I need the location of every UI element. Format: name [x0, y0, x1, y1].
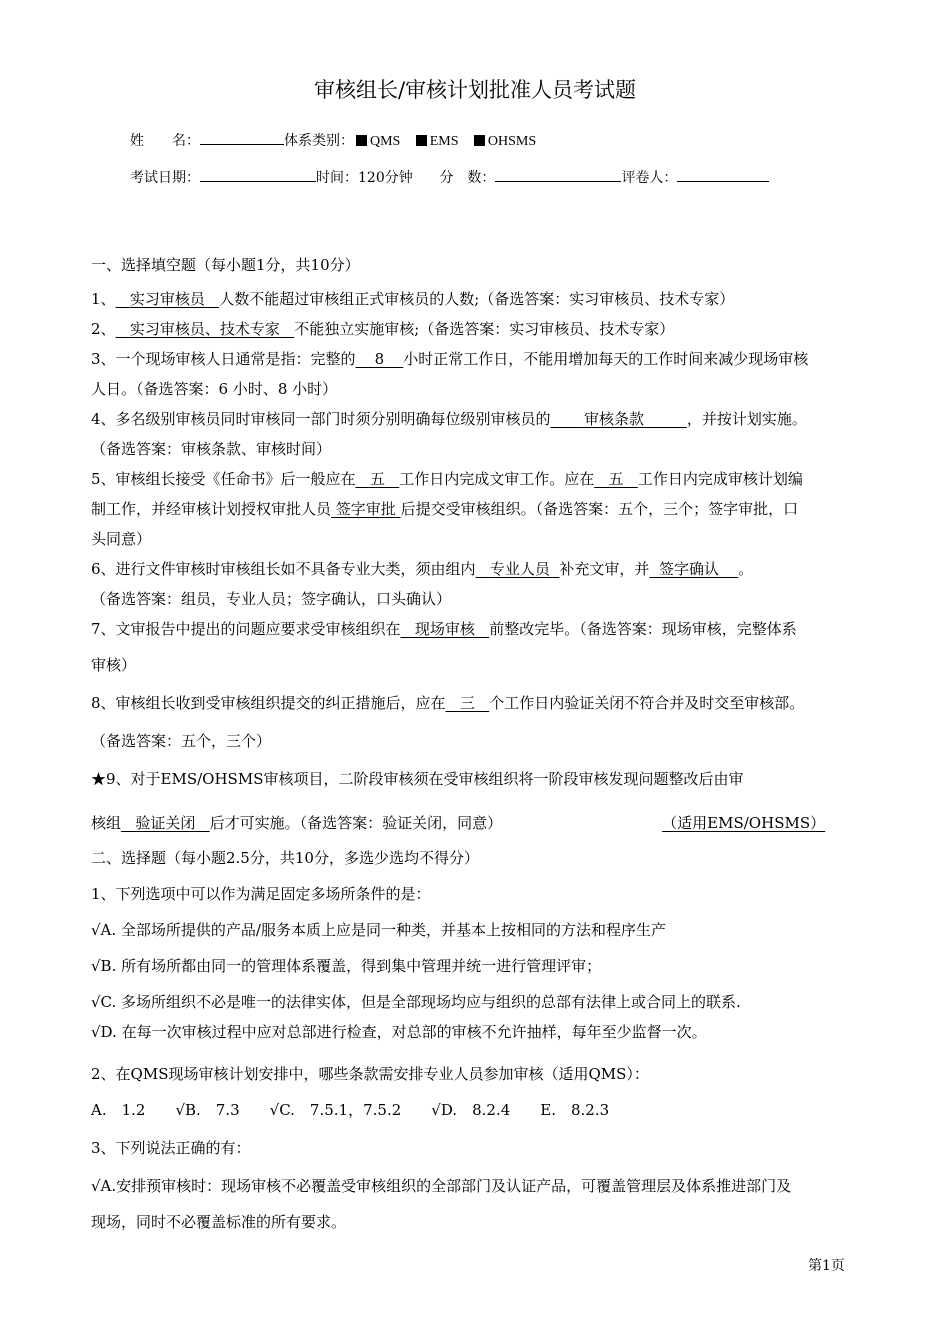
name-blank[interactable] — [200, 130, 284, 145]
checked-square-icon[interactable] — [474, 135, 485, 146]
option-line: √A.安排预审核时：现场审核不必覆盖受审核组织的全部部门及认证产品，可覆盖管理层及体系推进部门及 — [91, 1177, 792, 1195]
question-line: 1、 实习审核员 人数不能超过审核组正式审核员的人数;（备选答案：实习审核员、技术专家） — [91, 290, 735, 308]
section-heading: 二、选择题（每小题2.5分，共10分，多选少选均不得分） — [91, 849, 479, 867]
time-label: 时间：120分钟 — [316, 170, 413, 186]
answer-blank: 五 — [608, 470, 624, 488]
option-line: A. 1.2 √B. 7.3 √C. 7.5.1，7.5.2 √D. 8.2.4 E. 8.2.3 — [91, 1101, 610, 1119]
answer-blank: 专业人员 — [489, 560, 550, 578]
question-line: 8、审核组长收到受审核组织提交的纠正措施后，应在 三 个工作日内验证关闭不符合并及时交至审核部。 — [91, 694, 805, 712]
option-line: √D. 在每一次审核过程中应对总部进行检查，对总部的审核不允许抽样，每年至少监督一次。 — [91, 1023, 707, 1041]
option-line: 现场，同时不必覆盖标准的所有要求。 — [91, 1213, 347, 1231]
answer-blank: 签字确认 — [658, 560, 719, 578]
system-label: 体系类别： — [284, 133, 354, 149]
question-line: 审核） — [91, 656, 137, 674]
question-line: 2、在QMS现场审核计划安排中，哪些条款需安排专业人员参加审核（适用QMS）： — [91, 1065, 649, 1083]
section-1 — [91, 250, 891, 838]
question-line: （备选答案：五个，三个） — [91, 732, 272, 750]
answer-blank: 三 — [459, 694, 475, 712]
question-line: 1、下列选项中可以作为满足固定多场所条件的是： — [91, 885, 431, 903]
header-row-2 — [130, 167, 769, 187]
question-line: 6、进行文件审核时审核组长如不具备专业大类，须由组内 专业人员 补充文审，并 签字确认 。 — [91, 560, 754, 578]
option-line: √B. 所有场所都由同一的管理体系覆盖，得到集中管理并统一进行管理评审； — [91, 957, 602, 975]
answer-blank: 五 — [369, 470, 385, 488]
question-line: 3、一个现场审核人日通常是指：完整的 8 小时正常工作日，不能用增加每天的工作时间来减少现场审核 — [91, 350, 809, 368]
date-blank[interactable] — [200, 167, 316, 182]
score-label: 分 数： — [439, 170, 496, 186]
name-label: 姓 名： — [130, 133, 200, 149]
question-line: （备选答案：审核条款、审核时间） — [91, 440, 332, 458]
answer-blank: 验证关闭 — [135, 814, 196, 832]
option-line: √C. 多场所组织不必是唯一的法律实体，但是全部现场均应与组织的总部有法律上或合同上的联系. — [91, 993, 741, 1011]
date-label: 考试日期： — [130, 170, 200, 186]
grader-blank[interactable] — [677, 167, 769, 182]
checked-square-icon[interactable] — [356, 135, 367, 146]
answer-blank: 签字审批 — [335, 500, 396, 518]
option-line: √A. 全部场所提供的产品/服务本质上应是同一种类，并基本上按相同的方法和程序生产 — [91, 921, 666, 939]
question-line: ★9、对于EMS/OHSMS审核项目，二阶段审核须在受审核组织将一阶段审核发现问题整改后由审 — [91, 770, 744, 788]
answer-blank: 实习审核员 — [129, 290, 205, 308]
question-line: 7、文审报告中提出的问题应要求受审核组织在 现场审核 前整改完毕。（备选答案：现场审核，完整体系 — [91, 620, 797, 638]
question-line: 制工作，并经审核计划授权审批人员 签字审批 后提交受审核组织。（备选答案：五个，三个；签字审批，口 — [91, 500, 799, 518]
checked-square-icon[interactable] — [416, 135, 427, 146]
question-line: （备选答案：组员，专业人员；签字确认，口头确认） — [91, 590, 452, 608]
section-2 — [91, 843, 891, 1237]
section-heading: 一、选择填空题（每小题1分，共10分） — [91, 256, 360, 274]
answer-blank: 8 — [374, 350, 385, 368]
question-line: 人日。（备选答案：6 小时、8 小时） — [91, 380, 338, 398]
question-line: 4、多名级别审核员同时审核同一部门时须分别明确每位级别审核员的 审核条款 ，并按计划实施。 — [91, 410, 807, 428]
system-ems: EMS — [429, 134, 459, 149]
question-line: 核组 验证关闭 后才可实施。（备选答案：验证关闭，同意） （适用EMS/OHSMS） — [91, 814, 826, 832]
score-blank[interactable] — [495, 167, 621, 182]
page-number: 第1页 — [808, 1258, 845, 1274]
question-line: 头同意） — [91, 530, 152, 548]
answer-blank: 实习审核员、技术专家 — [129, 320, 280, 338]
answer-blank: 现场审核 — [414, 620, 475, 638]
question-line: 5、审核组长接受《任命书》后一般应在 五 工作日内完成文审工作。应在 五 工作日内完成审核计划编 — [91, 470, 803, 488]
page-title: 审核组长/审核计划批准人员考试题 — [313, 78, 637, 102]
question-line: 3、下列说法正确的有： — [91, 1139, 251, 1157]
question-line: 2、 实习审核员、技术专家 不能独立实施审核;（备选答案：实习审核员、技术专家） — [91, 320, 675, 338]
system-qms: QMS — [370, 134, 401, 149]
answer-blank: 审核条款 — [583, 410, 644, 428]
applicability-note: （适用EMS/OHSMS） — [662, 814, 826, 832]
header-row-1 — [130, 130, 536, 150]
grader-label: 评卷人： — [621, 170, 678, 186]
system-ohsms: OHSMS — [487, 134, 537, 149]
